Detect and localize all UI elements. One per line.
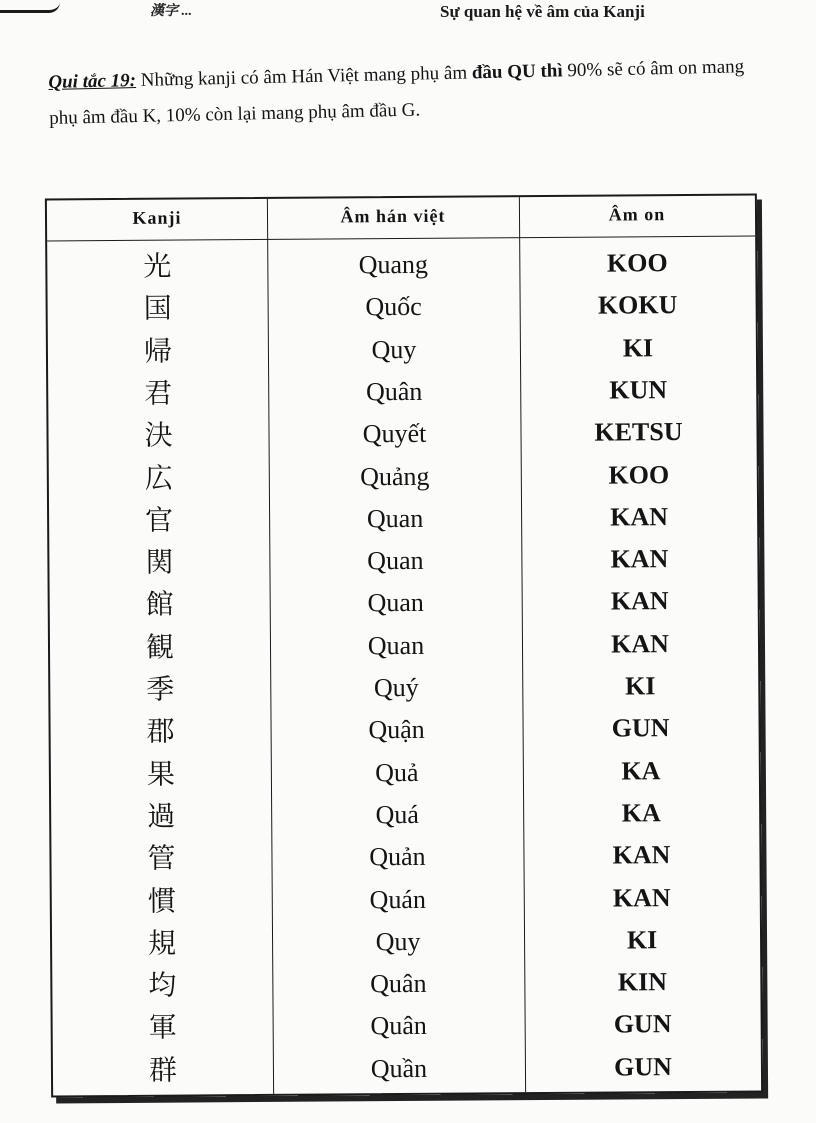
han-viet-cell: Quy — [375, 926, 421, 957]
kanji-cell: 館 — [145, 587, 174, 622]
table-row — [52, 961, 760, 1008]
am-on-cell: KOO — [608, 459, 670, 490]
kanji-table — [45, 194, 763, 1098]
kanji-cell: 広 — [144, 461, 173, 495]
kanji-cell: 決 — [144, 418, 173, 452]
header-chapter-title: Sự quan hệ về âm của Kanji — [440, 2, 645, 21]
kanji-cell: 管 — [147, 841, 176, 875]
kanji-cell: 国 — [143, 291, 172, 326]
table-row — [50, 707, 758, 754]
kanji-cell: 関 — [145, 545, 174, 579]
rule-emphasis: đầu QU thì — [471, 60, 563, 84]
table-row — [53, 1045, 761, 1092]
han-viet-cell: Quá — [375, 799, 419, 830]
han-viet-cell: Quân — [370, 1011, 427, 1041]
rule-text-1: Những kanji có âm Hán Việt mang phụ âm — [140, 62, 473, 91]
table-row — [51, 749, 759, 796]
am-on-cell: KI — [622, 332, 654, 363]
table-row — [49, 538, 757, 585]
kanji-cell: 光 — [143, 249, 172, 283]
kanji-cell: 官 — [144, 503, 174, 537]
kanji-cell: 果 — [146, 757, 176, 791]
am-on-cell: KOKU — [597, 290, 678, 320]
table-row — [49, 495, 757, 542]
table-row — [50, 622, 758, 669]
table-row — [52, 918, 760, 965]
kanji-cell: 均 — [148, 968, 177, 1002]
table-row — [50, 580, 758, 627]
kanji-cell: 軍 — [148, 1010, 177, 1045]
han-viet-cell: Quảng — [360, 461, 430, 491]
kanji-cell: 観 — [145, 630, 175, 664]
han-viet-cell: Quý — [373, 672, 419, 703]
am-on-cell: KIN — [617, 967, 668, 997]
han-viet-cell: Quân — [365, 376, 423, 407]
am-on-cell: KAN — [610, 501, 669, 532]
han-viet-cell: Quan — [366, 503, 424, 534]
table-row — [48, 411, 756, 458]
header-divider — [47, 236, 755, 242]
header-decoration — [0, 2, 60, 13]
header-left-text: 漢字 ... — [150, 4, 192, 19]
table-row — [47, 242, 755, 289]
kanji-cell: 規 — [147, 926, 177, 960]
am-on-cell: KA — [621, 798, 661, 828]
rule-paragraph — [48, 49, 759, 137]
kanji-cell: 慣 — [147, 884, 176, 918]
han-viet-cell: Quang — [358, 249, 429, 280]
am-on-cell: KI — [625, 671, 656, 701]
table-row — [49, 453, 757, 500]
table-row — [51, 791, 759, 838]
rule-text-2: 90% sẽ có âm on mang phụ âm đầu K, 10% còn lại mang phụ âm đầu G. — [48, 56, 745, 129]
am-on-cell: KAN — [612, 840, 671, 870]
table-row — [48, 284, 756, 331]
table-row — [52, 876, 760, 923]
am-on-cell: GUN — [613, 1009, 672, 1039]
am-on-cell: KI — [626, 925, 658, 955]
column-header-am-on: Âm on — [608, 204, 666, 225]
am-on-cell: KAN — [610, 544, 669, 574]
am-on-cell: KAN — [611, 628, 669, 659]
am-on-cell: KAN — [612, 882, 671, 913]
column-header-kanji: Kanji — [132, 207, 182, 228]
rule-title: Qui tắc 19: — [48, 70, 137, 93]
han-viet-cell: Quần — [370, 1053, 428, 1083]
kanji-cell: 群 — [148, 1053, 178, 1087]
han-viet-cell: Quy — [371, 334, 417, 364]
column-header-han-viet: Âm hán việt — [340, 205, 446, 227]
table-row — [53, 1003, 761, 1050]
han-viet-cell: Quan — [367, 630, 425, 660]
han-viet-cell: Quốc — [365, 292, 422, 322]
am-on-cell: KETSU — [594, 417, 683, 447]
han-viet-cell: Quân — [370, 968, 427, 999]
page-header — [0, 0, 816, 28]
table-row — [51, 834, 759, 881]
am-on-cell: KOO — [606, 248, 668, 278]
table-row — [48, 368, 756, 415]
kanji-cell: 君 — [144, 376, 173, 410]
table-row — [48, 326, 756, 373]
han-viet-cell: Quan — [367, 588, 424, 618]
han-viet-cell: Quận — [368, 715, 425, 745]
kanji-cell: 過 — [147, 799, 176, 833]
kanji-cell: 帰 — [143, 334, 173, 368]
han-viet-cell: Quan — [367, 545, 424, 576]
han-viet-cell: Quả — [375, 757, 419, 787]
am-on-cell: KUN — [609, 375, 668, 405]
am-on-cell: KAN — [610, 586, 669, 616]
kanji-cell: 季 — [146, 672, 175, 706]
table-row — [50, 665, 758, 712]
am-on-cell: KA — [621, 755, 661, 786]
kanji-cell: 郡 — [146, 714, 175, 749]
han-viet-cell: Quyết — [362, 419, 427, 449]
han-viet-cell: Quản — [369, 842, 426, 872]
han-viet-cell: Quán — [369, 884, 427, 914]
am-on-cell: GUN — [611, 713, 670, 743]
am-on-cell: GUN — [613, 1051, 672, 1082]
